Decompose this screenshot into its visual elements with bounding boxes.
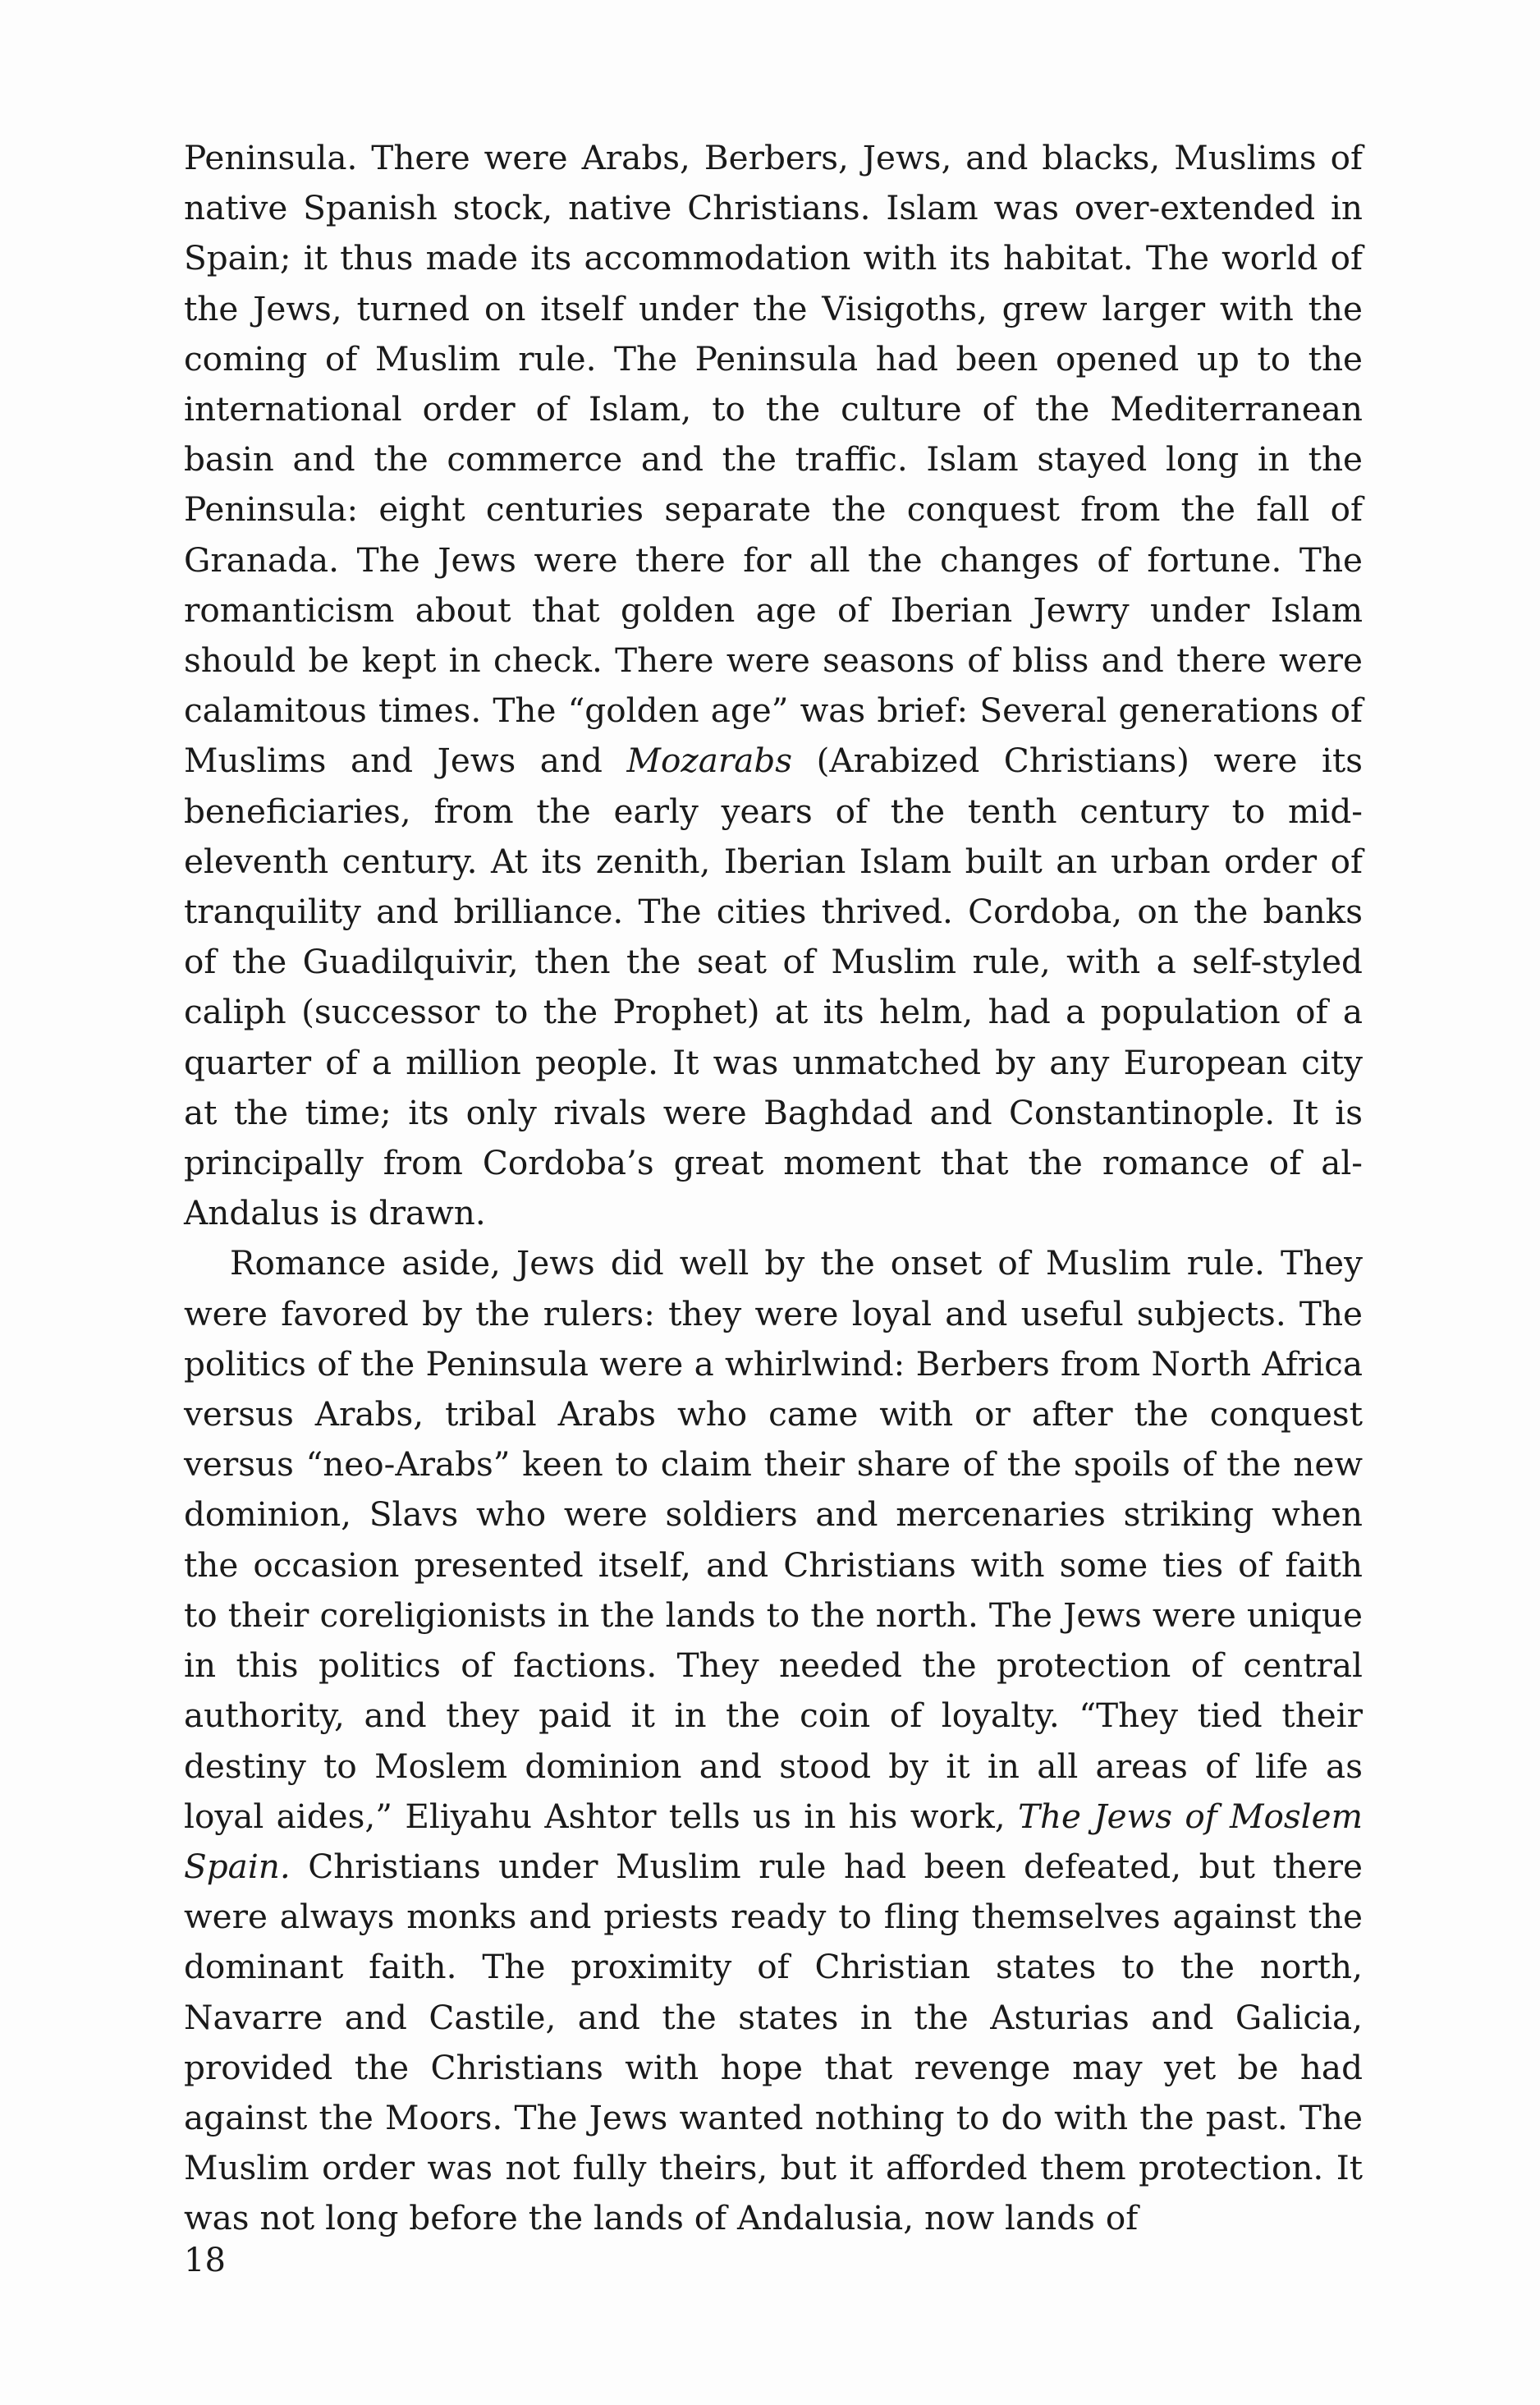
text-segment: Peninsula. There were Arabs, Berbers, Jews, and blacks, Muslims of native Spanish stock, native Christians. Islam was over-extended in Spain; it thus made its accommodation with its habitat. The world of the Jews, turned on itself under the Visigoths, grew larger with the coming of Muslim rule. The Peninsula had been opened up to the international order of Islam, to the culture of the Mediterranean basin and the commerce and the traffic. Islam stayed long in the Peninsula: eight centuries separate the conquest from the fall of Granada. The Jews were there for all the changes of fortune. The romanticism about that golden age of Iberian Jewry under Islam should be kept in check. There were seasons of bliss and there were calamitous times. The “golden age” was brief: Several generations of Muslims and Jews and: [184, 138, 1363, 781]
italic-book-title: The Jews of Moslem Spain.: [184, 1796, 1363, 1886]
body-text: [184, 133, 1363, 2244]
text-segment: Christians under Muslim rule had been defeated, but there were always monks and priests ready to fling themselves against the dominant faith. The proximity of Christian states to the north, Navarre and Castile, and the states in the Asturias and Galicia, provided the Christians with hope that revenge may yet be had against the Moors. The Jews wanted nothing to do with the past. The Muslim order was not fully theirs, but it afforded them protection. It was not long before the lands of Andalusia, now lands of: [184, 1846, 1363, 2238]
italic-term-mozarabs: Mozarabs: [626, 741, 793, 781]
paragraph-1: [184, 133, 1363, 1238]
text-segment: (Arabized Christians) were its beneficiaries, from the early years of the tenth century to mid-eleventh century. At its zenith, Iberian Islam built an urban order of tranquility and brilliance. The cities thrived. Cordoba, on the banks of the Guadilquivir, then the seat of Muslim rule, with a self-styled caliph (successor to the Prophet) at its helm, had a population of a quarter of a million people. It was unmatched by any European city at the time; its only rivals were Baghdad and Constantinople. It is principally from Cordoba’s great moment that the romance of al-Andalus is drawn.: [184, 741, 1364, 1233]
text-segment: Romance aside, Jews did well by the onset of Muslim rule. They were favored by the rulers: they were loyal and useful subjects. The politics of the Peninsula were a whirlwind: Berbers from North Africa versus Arabs, tribal Arabs who came with or after the conquest versus “neo-Arabs” keen to claim their share of the spoils of the new dominion, Slavs who were soldiers and mercenaries striking when the occasion presented itself, and Christians with some ties of faith to their coreligionists in the lands to the north. The Jews were unique in this politics of factions. They needed the protection of central authority, and they paid it in the coin of loyalty. “They tied their destiny to Moslem dominion and stood by it in all areas of life as loyal aides,” Eliyahu Ashtor tells us in his work,: [184, 1243, 1363, 1836]
page-number: 18: [184, 2242, 226, 2279]
paragraph-2: [184, 1238, 1363, 2243]
